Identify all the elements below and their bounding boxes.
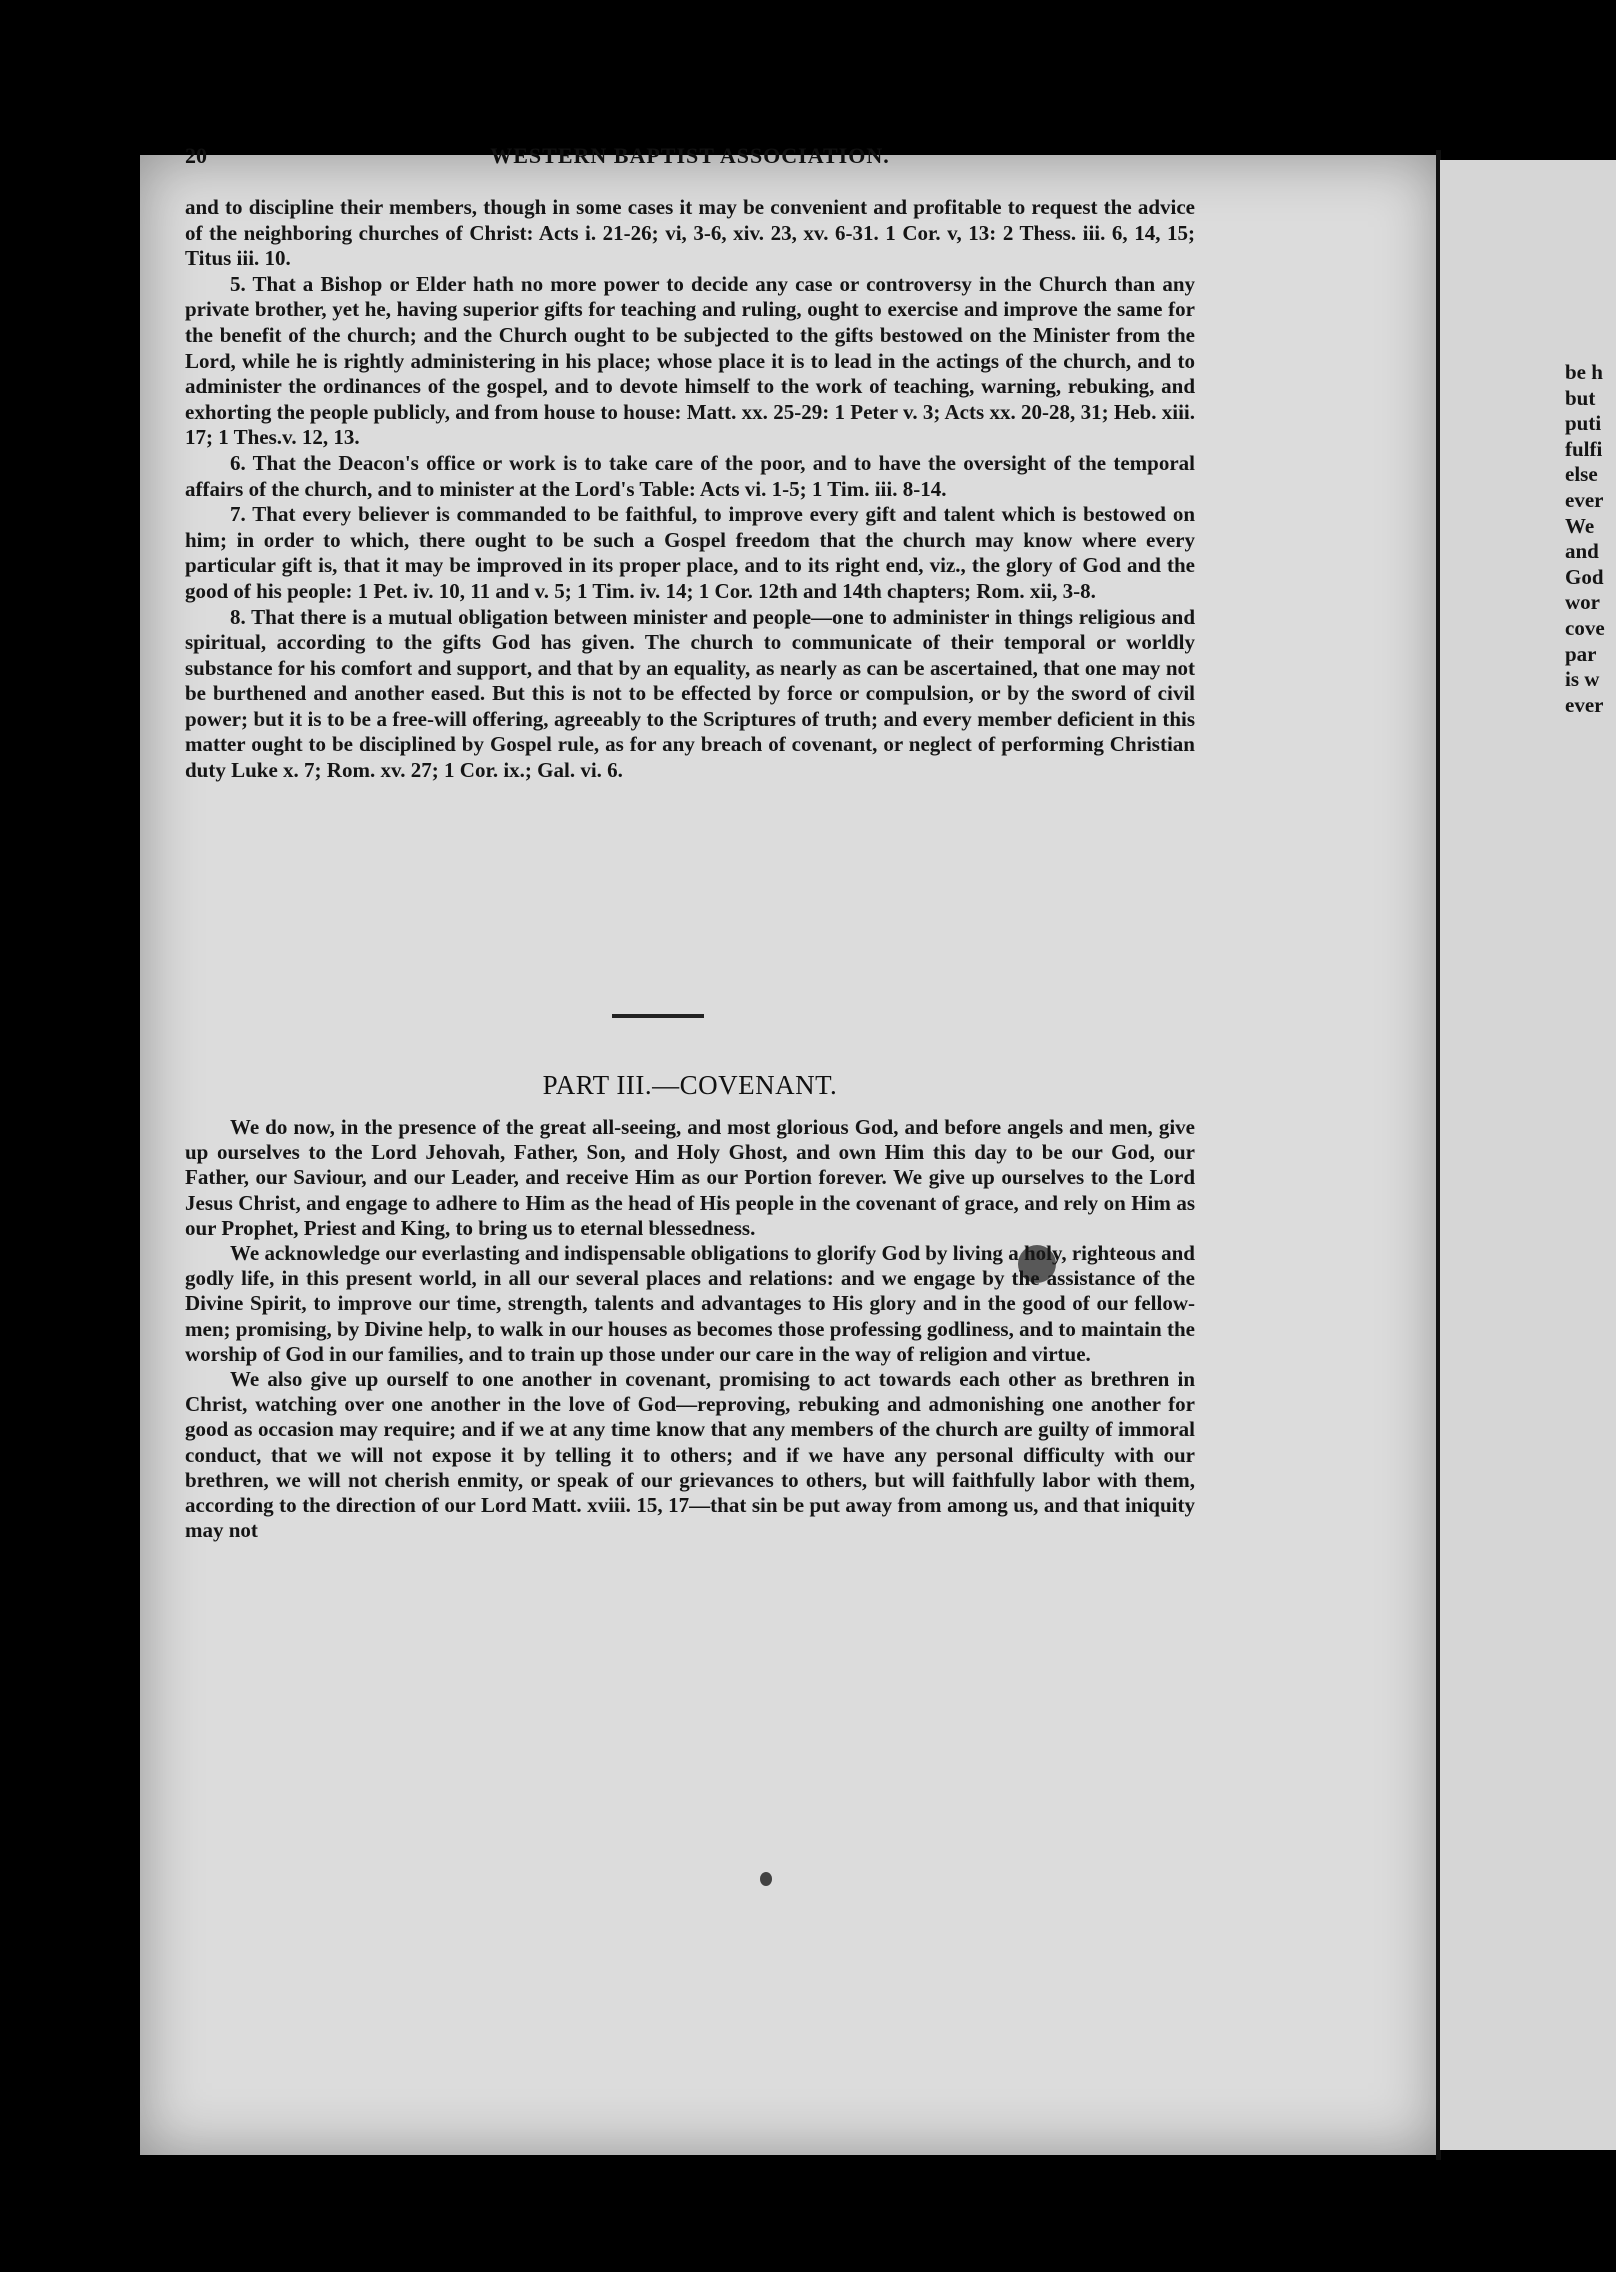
facing-page-line: wor <box>1565 590 1600 615</box>
facing-page-line: God <box>1565 564 1604 589</box>
covenant-section <box>185 1115 1195 1543</box>
article-continuation: and to discipline their members, though in some cases it may be convenient and profitable to request the advice of the neighboring churches of Christ: Acts i. 21-26; vi, 3-6, xiv. 23, xv. 6-31. 1 Cor. v, 13: 2 Thess. iii. 6, 14, 15; Titus iii. 10. <box>185 195 1195 271</box>
covenant-paragraph: We acknowledge our everlasting and indispensable obligations to glorify God by living a holy, righteous and godly life, in this present world, in all our several places and relations: and we engage by the assistance of the Divine Spirit, to improve our time, strength, talents and advantages to His glory and in the good of our fellow-men; promising, by Divine help, to walk in our houses as becomes those professing godliness, and to maintain the worship of God in our families, and to train up those under our care in the way of religion and virtue. <box>185 1241 1195 1366</box>
article-5: 5. That a Bishop or Elder hath no more power to decide any case or controversy in the Church than any private brother, yet he, having superior gifts for teaching and ruling, ought to exercise and improve the same for the benefit of the church; and the Church ought to be subjected to the gifts bestowed on the Minister from the Lord, while he is rightly administering in his place; whose place it is to lead in the actings of the church, and to administer the ordinances of the gospel, and to devote himself to the work of teaching, warning, rebuking, and exhorting the people publicly, and from house to house: Matt. xx. 25-29: 1 Peter v. 3; Acts xx. 20-28, 31; Heb. xiii. 17; 1 Thes.v. 12, 13. <box>185 271 1195 450</box>
section-divider <box>612 1014 704 1018</box>
facing-page-line: par <box>1565 641 1597 666</box>
covenant-paragraph: We do now, in the presence of the great all-seeing, and most glorious God, and before angels and men, give up ourselves to the Lord Jehovah, Father, Son, and Holy Ghost, and own Him this day to be our God, our Father, our Saviour, and our Leader, and receive Him as our Portion forever. We give up ourselves to the Lord Jesus Christ, and engage to adhere to Him as the head of His people in the covenant of grace, and rely on Him as our Prophet, Priest and King, to bring us to eternal blessedness. <box>185 1115 1195 1240</box>
facing-page-line: but <box>1565 385 1596 410</box>
facing-page-text <box>1565 360 1605 718</box>
article-7: 7. That every believer is commanded to be faithful, to improve every gift and talent which is bestowed on him; in order to which, there ought to be such a Gospel freedom that the church may know where every particular gift is, that it may be improved in its proper place, and to its right end, viz., the glory of God and the good of his people: 1 Pet. iv. 10, 11 and v. 5; 1 Tim. iv. 14; 1 Cor. 12th and 14th chapters; Rom. xii, 3-8. <box>185 502 1195 603</box>
facing-page-line: puti <box>1565 411 1602 436</box>
article-8: 8. That there is a mutual obligation between minister and people—one to administer in things religious and spiritual, according to the gifts God has given. The church to communicate of their temporal or worldly substance for his comfort and support, and that by an equality, as nearly as can be ascertained, that one may not be burthened and another eased. But this is not to be effected by force or compulsion, or by the sword of civil power; but it is to be a free-will offering, agreeably to the Scriptures of truth; and every member deficient in this matter ought to be disciplined by Gospel rule, as for any breach of covenant, or neglect of performing Christian duty Luke x. 7; Rom. xv. 27; 1 Cor. ix.; Gal. vi. 6. <box>185 604 1195 783</box>
facing-page-line: cove <box>1565 615 1605 640</box>
facing-page-line: and <box>1565 539 1599 564</box>
facing-page-line: ever <box>1565 487 1604 512</box>
part-title: PART III.—COVENANT. <box>542 1070 838 1100</box>
facing-page-line: fulfi <box>1565 436 1603 461</box>
facing-page-line: be h <box>1565 360 1603 384</box>
facing-page-line: else <box>1565 462 1598 487</box>
ink-smudge <box>760 1872 772 1886</box>
facing-page-line: We <box>1565 513 1595 538</box>
articles-section <box>185 195 1195 784</box>
article-6: 6. That the Deacon's office or work is to take care of the poor, and to have the oversight of the temporal affairs of the church, and to minister at the Lord's Table: Acts vi. 1-5; 1 Tim. iii. 8-14. <box>185 450 1195 501</box>
facing-page-line: ever <box>1565 692 1604 717</box>
covenant-paragraph: We also give up ourself to one another in covenant, promising to act towards each other as brethren in Christ, watching over one another in the love of God—reproving, rebuking and admonishing one another for good as occasion may require; and if we at any time know that any members of the church are guilty of immoral conduct, that we will not expose it by telling it to others; and if we have any personal difficulty with our brethren, we will not cherish enmity, or speak of our grievances to others, but will faithfully labor with them, according to the direction of our Lord Matt. xviii. 15, 17—that sin be put away from among us, and that iniquity may not <box>185 1367 1195 1543</box>
page-number: 20 <box>185 143 207 168</box>
running-title: WESTERN BAPTIST ASSOCIATION. <box>490 143 890 168</box>
facing-page-line: is w <box>1565 667 1600 692</box>
